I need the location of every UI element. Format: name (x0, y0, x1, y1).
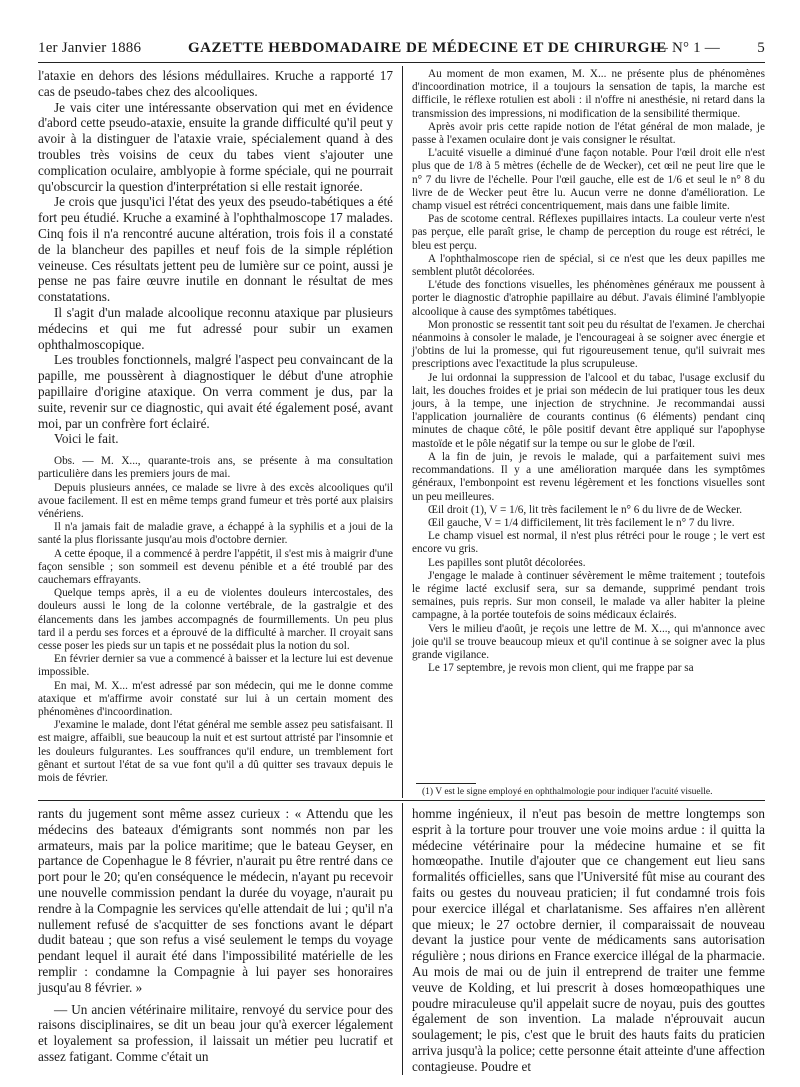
paragraph: — Un ancien vétérinaire militaire, renvoyé du service pour des raisons disciplinaires, se dit un beau jour qu'à exercer légalement et loyalement sa profession, il laissait un métier peu lucratif et assez fatigant. Comme c'était un (38, 1001, 393, 1064)
footnote (422, 786, 765, 798)
observation-paragraph: Je lui ordonnai la suppression de l'alcool et du tabac, l'usage exclusif du lait, les douches froides et je priai son médecin de lui pratiquer tous les deux jours, à la tempe, une injection de strychnine. Je recommandai aussi l'application journalière de courants continus (6 éléments) pendant cinq minutes de chaque côté, le pôle positif devant être appliqué sur l'apophyse mastoïde et le pôle négatif sur la tempe ou sur le globe de l'œil. (412, 371, 765, 450)
observation-paragraph: Mon pronostic se ressentit tant soit peu du résultat de l'examen. Je cherchai néanmoins à consoler le malade, je l'encourageai à se soigner avec énergie et j'obtins de lui la promesse, qui fut rigoureusement tenue, qu'il suivrait mes prescriptions avec l'exactitude la plus scrupuleuse. (412, 318, 765, 371)
observation-paragraph: Depuis plusieurs années, ce malade se livre à des excès alcooliques qu'il avoue facilement. Il est en même temps grand fumeur et très porté aux plaisirs vénériens. (38, 481, 393, 520)
paragraph: rants du jugement sont même assez curieux : « Attendu que les médecins des bateaux d'émigrants sont nommés non par les armateurs, mais par la police maritime; que le bateau Geyser, en partance de Copenhague le 8 février, n'aurait pu être rentré dans ce port pour le 20; qu'en conséquence le médecin, n'ayant pu recevoir une nouvelle commission pendant la durée du voyage, n'aurait pu rendre à la Compagnie les services qu'elle attendait de lui ; qu'il n'a nullement refusé de s'acquitter de ses fonctions avant le départ dudit bateau ; que son refus a visé seulement le temps du voyage pendant lequel il aurait été dans l'impossibilité matérielle de les remplir : condamne la Compagnie à lui payer ses honoraires jusqu'au 8 février. » (38, 806, 393, 995)
left-column-bottom (38, 806, 393, 1065)
observation-paragraph: L'acuité visuelle a diminué d'une façon notable. Pour l'œil droit elle n'est plus que de 1/8 à 5 mètres (échelle de de Wecker), cet œil ne peut lire que le n° 7 du livre de l'échelle. Pour l'œil gauche, elle est de 1/6 et seul le n° 8 du livre de de Wecker peut être lu. Aucun verre ne donne d'amélioration. Le champ visuel est rétréci concentriquement, mais dans une faible limite. (412, 147, 765, 213)
observation-paragraph: Œil droit (1), V = 1/6, lit très facilement le n° 6 du livre de de Wecker. (428, 503, 743, 516)
left-column-top (38, 68, 393, 785)
observation-paragraph: Le champ visuel est normal, il n'est plus rétréci pour le rouge ; le vert est encore vu gris. (412, 530, 765, 556)
paragraph: Je vais citer une intéressante observation qui met en évidence d'abord cette pseudo-ataxie, ensuite la grande difficulté qu'il peut y avoir à la distinguer de l'ataxie vraie, spécialement quand à des troubles très voisins de ceux du tabes vient s'ajouter une complication oculaire, amblyopie à forme spéciale, qui ne pourrait qu'obscurcir la question d'interprétation si elle restait ignorée. (38, 99, 393, 194)
paragraph: homme ingénieux, il n'eut pas besoin de mettre longtemps son esprit à la torture pour trouver une voie moins ardue : il quitta la médecine vétérinaire pour la médecine humaine et se fit homœopathe. Inutile d'ajouter que ce changement eut lieu sans formalités officielles, sans que l'Université fût mise au courant des faits ou gestes du nouveau praticien; il fut condamné trois fois pour exercice illégal et charlatanisme. Ses affaires n'en allèrent que mieux; le 27 octobre dernier, il comparaissait de nouveau devant la justice pour vente de médicaments sans autorisation régulière ; nous dirions en France exercice illégal de la pharmacie. Au mois de mai ou de juin il entreprend de traiter une femme veuve de Kolding, et lui prescrit à doses homœopathiques une poudre miraculeuse qu'il appelait sucre de noyau, puis des gouttes également de son invention. La malade n'éprouvait aucun soulagement; le pis, c'est que le bruit des hauts faits du praticien arriva jusqu'à la police; cette personne était atteinte d'une affection contagieuse. Poudre et (412, 806, 765, 1074)
observation-paragraph: Vers le milieu d'août, je reçois une lettre de M. X..., qui m'annonce avec joie qu'il se trouve beaucoup mieux et qu'il continue à se soigner avec la plus grande vigilance. (412, 622, 765, 661)
paragraph: Il s'agit d'un malade alcoolique reconnu ataxique par plusieurs médecins et qui me fut adressé pour subir un examen ophthalmoscopique. (38, 304, 393, 352)
footnote-text: (1) V est le signe employé en ophthalmologie pour indiquer l'acuité visuelle. (422, 787, 713, 797)
footnote-rule (416, 783, 476, 784)
observation-paragraph: En mai, M. X... m'est adressé par son médecin, qui me le donne comme ataxique et m'affirme avoir constaté sur lui à un certain moment des phénomènes d'incoordination. (38, 679, 393, 718)
journal-title: GAZETTE HEBDOMADAIRE DE MÉDECINE ET DE CHIRURGIE (188, 40, 667, 56)
observation-paragraph: Après avoir pris cette rapide notion de l'état général de mon malade, je passe à l'examen oculaire dont je vais consigner le résultat. (412, 120, 765, 147)
paragraph: l'ataxie en dehors des lésions médullaires. Kruche a rapporté 17 cas de pseudo-tabes chez des alcooliques. (38, 68, 393, 99)
observation-paragraph: Œil gauche, V = 1/4 difficilement, lit très facilement le n° 7 du livre. (428, 516, 735, 529)
page-number: 5 (757, 40, 765, 56)
observation-paragraph: Au moment de mon examen, M. X... ne présente plus de phénomènes d'incoordination motrice, il a toujours la sensation de tapis, la marche est difficile, le réflexe rotulien est aboli : il n'offre ni anesthésie, ni retard dans la transmission des impressions, ni modification de la sensibilité thermique. (412, 68, 765, 120)
observation-paragraph: En février dernier sa vue a commencé à baisser et la lecture lui est devenue impossible. (38, 653, 393, 679)
observation-paragraph: Il n'a jamais fait de maladie grave, a échappé à la syphilis et a joui de la santé la plus florissante jusqu'au mois d'octobre dernier. (38, 521, 393, 547)
observation-paragraph: J'engage le malade à continuer sévèrement le même traitement ; toutefois le régime lacté exclusif sera, sur sa demande, supprimé pendant trois semaines, puis repris. Sur mon conseil, le malade va aller habiter la pleine campagne, à la portée toutefois de soins médicaux éclairés. (412, 569, 765, 622)
observation-paragraph: J'examine le malade, dont l'état général me semble assez peu satisfaisant. Il est maigre, affaibli, sue beaucoup la nuit et est surtout attristé par l'insomnie et les douleurs fulgurantes. Les souffrances qu'il endure, un tremblement fort gênant et surtout l'état de sa vue font qu'il a dû quitter ses travaux depuis le mois de février. (38, 719, 393, 784)
observation-paragraph: A l'ophthalmoscope rien de spécial, si ce n'est que les deux papilles me semblent plutôt décolorées. (412, 252, 765, 279)
header-rule (38, 62, 765, 63)
observation-paragraph: A cette époque, il a commencé à perdre l'appétit, il s'est mis à maigrir d'une façon sensible ; son sommeil est devenu pénible et a été troublé par des cauchemars effrayants. (38, 547, 393, 586)
observation-paragraph: Obs. — M. X..., quarante-trois ans, se présente à ma consultation particulière dans les premiers jours de mai. (38, 455, 393, 481)
paragraph: Je crois que jusqu'ici l'état des yeux des pseudo-tabétiques a été fort peu étudié. Kruche a examiné à l'ophthalmoscope 17 malades. Cinq fois il n'a rencontré aucune altération, trois fois il a constaté de la blancheur des papilles et neuf fois de la simple réplétion veineuse. Ces résultats jettent peu de lumière sur ce point, aussi je pense ne pas faire œuvre inutile en donnant le résultat de mes constatations. (38, 194, 393, 305)
observation-paragraph: Les papilles sont plutôt décolorées. (428, 556, 586, 569)
observation-paragraph: Pas de scotome central. Réflexes pupillaires intacts. La couleur verte n'est pas perçue, elle paraît grise, le champ de perception du rouge est rétréci, le bleu est perçu. (412, 213, 765, 252)
column-divider-top (402, 66, 403, 798)
observation-paragraph: A la fin de juin, je revois le malade, qui a parfaitement suivi mes recommandations. Il y a une amélioration marquée dans les symptômes généraux, l'embonpoint est revenu légèrement et les fonctions visuelles sont un peu meilleures. (412, 450, 765, 503)
observation-paragraph: Le 17 septembre, je revois mon client, qui me frappe par sa (428, 662, 694, 675)
paragraph: Les troubles fonctionnels, malgré l'aspect peu convaincant de la papille, me poussèrent à diagnostiquer le début d'une atrophie papillaire d'origine ataxique. On verra comment je dus, par la suite, revenir sur ce diagnostic, qui avait été également posé, avant moi, par un confrère fort éclairé. (38, 352, 393, 431)
paragraph: Voici le fait. (54, 431, 119, 447)
right-column-bottom (412, 806, 765, 1075)
right-column-top (412, 68, 765, 675)
observation-paragraph: Quelque temps après, il a eu de violentes douleurs intercostales, des douleurs aussi le long de la colonne vertébrale, de la gastralgie et des élancements dans les jambes accompagnés de fourmillements. Un peu plus tard il a perdu ses forces et a éprouvé de la difficulté à marcher. Il croyait sans cesse poser les pieds sur un tapis et ne possédait plus la notion du sol. (38, 587, 393, 652)
issue-number: — N° 1 — (652, 40, 720, 56)
column-divider-bottom (402, 803, 403, 1075)
section-rule (38, 800, 765, 801)
page-header (38, 40, 765, 60)
observation-paragraph: L'étude des fonctions visuelles, les phénomènes généraux me poussent à porter le diagnostic d'atrophie papillaire au début. J'avais éliminé l'amblyopie alcoolique à cause des symptômes tabétiques. (412, 279, 765, 318)
issue-date: 1er Janvier 1886 (38, 40, 142, 56)
